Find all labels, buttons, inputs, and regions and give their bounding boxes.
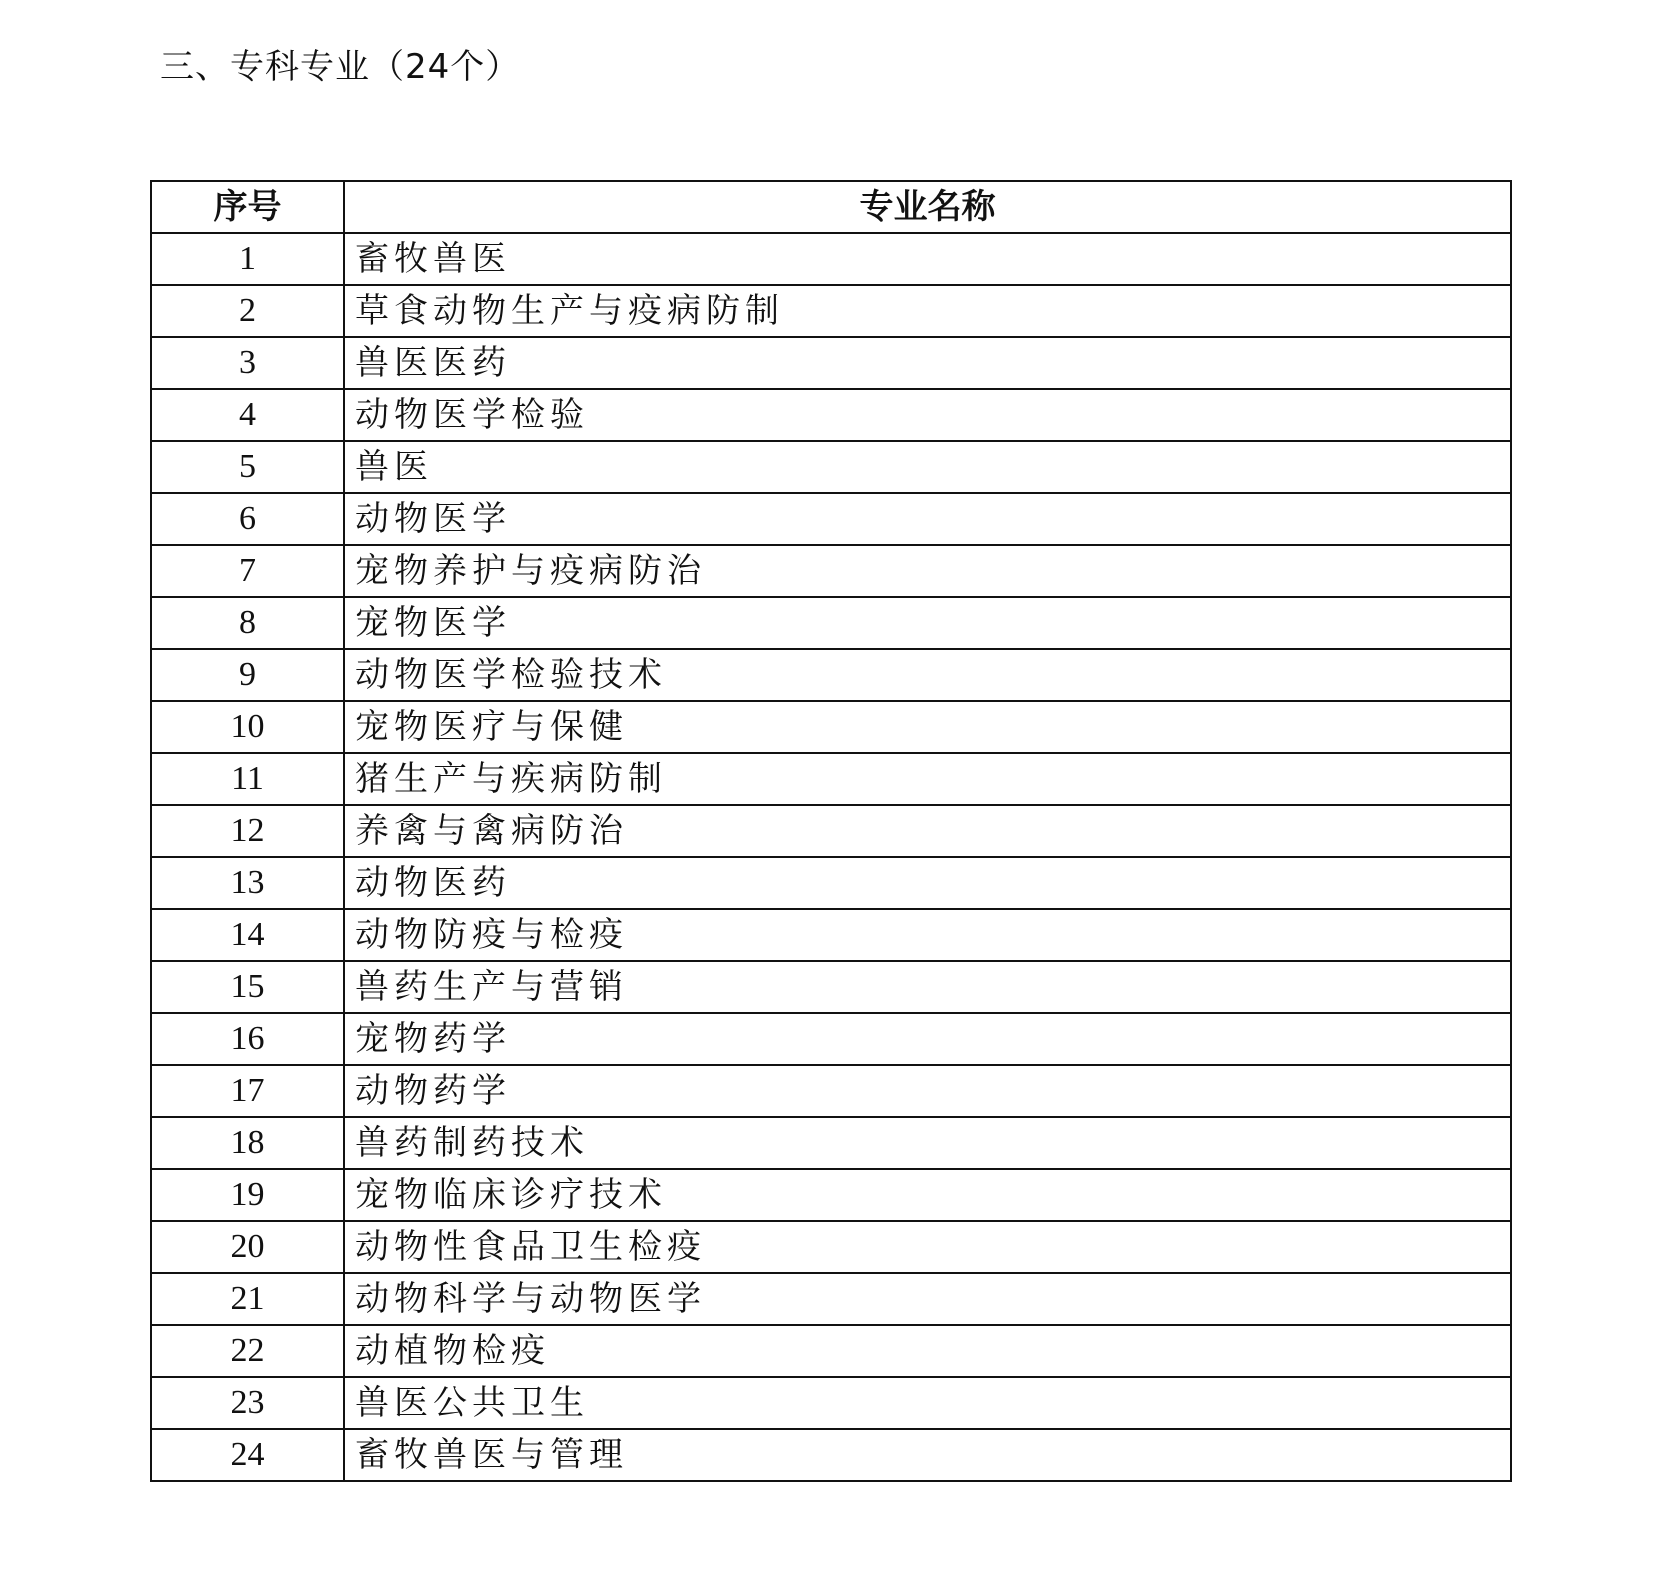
major-name-cell: 宠物养护与疫病防治 [344,545,1511,597]
row-index-cell: 9 [151,649,344,701]
row-index-cell: 19 [151,1169,344,1221]
table-row [151,1013,1511,1065]
page-title: 三、专科专业（24个） [160,47,521,87]
major-name-cell: 动植物检疫 [344,1325,1511,1377]
major-name-cell: 兽药制药技术 [344,1117,1511,1169]
row-index-cell: 14 [151,909,344,961]
row-index-cell: 11 [151,753,344,805]
table-row [151,545,1511,597]
major-name-cell: 宠物临床诊疗技术 [344,1169,1511,1221]
row-index-cell: 23 [151,1377,344,1429]
table-row [151,649,1511,701]
major-name-cell: 兽医 [344,441,1511,493]
row-index-cell: 2 [151,285,344,337]
row-index-cell: 10 [151,701,344,753]
table-row [151,1273,1511,1325]
table-row [151,909,1511,961]
row-index-cell: 4 [151,389,344,441]
table-row [151,1325,1511,1377]
row-index-cell: 12 [151,805,344,857]
row-index-cell: 8 [151,597,344,649]
table-row [151,1221,1511,1273]
table-row [151,389,1511,441]
table-row [151,337,1511,389]
row-index-cell: 17 [151,1065,344,1117]
major-name-cell: 宠物药学 [344,1013,1511,1065]
table-row [151,233,1511,285]
table-row [151,961,1511,1013]
major-name-cell: 动物性食品卫生检疫 [344,1221,1511,1273]
table-row [151,701,1511,753]
table-row [151,441,1511,493]
row-index-cell: 1 [151,233,344,285]
row-index-cell: 22 [151,1325,344,1377]
major-name-cell: 动物药学 [344,1065,1511,1117]
table-row [151,753,1511,805]
table-row [151,805,1511,857]
column-header-name: 专业名称 [344,181,1511,233]
major-name-cell: 畜牧兽医与管理 [344,1429,1511,1481]
major-name-cell: 兽药生产与营销 [344,961,1511,1013]
row-index-cell: 13 [151,857,344,909]
table-body [151,233,1511,1481]
major-name-cell: 养禽与禽病防治 [344,805,1511,857]
column-header-index: 序号 [151,181,344,233]
major-name-cell: 动物医药 [344,857,1511,909]
major-name-cell: 宠物医学 [344,597,1511,649]
major-name-cell: 动物科学与动物医学 [344,1273,1511,1325]
row-index-cell: 18 [151,1117,344,1169]
major-name-cell: 动物医学 [344,493,1511,545]
row-index-cell: 24 [151,1429,344,1481]
row-index-cell: 3 [151,337,344,389]
row-index-cell: 20 [151,1221,344,1273]
major-name-cell: 兽医公共卫生 [344,1377,1511,1429]
major-name-cell: 动物医学检验技术 [344,649,1511,701]
major-name-cell: 动物医学检验 [344,389,1511,441]
row-index-cell: 7 [151,545,344,597]
table-row [151,1117,1511,1169]
major-name-cell: 畜牧兽医 [344,233,1511,285]
table-row [151,1429,1511,1481]
table-row [151,857,1511,909]
major-name-cell: 动物防疫与检疫 [344,909,1511,961]
major-table [150,180,1512,1482]
major-name-cell: 猪生产与疾病防制 [344,753,1511,805]
row-index-cell: 6 [151,493,344,545]
table-row [151,1169,1511,1221]
table-header-row [151,181,1511,233]
table-row [151,285,1511,337]
table-row [151,1377,1511,1429]
table-header [151,181,1511,233]
row-index-cell: 5 [151,441,344,493]
major-name-cell: 宠物医疗与保健 [344,701,1511,753]
major-name-cell: 兽医医药 [344,337,1511,389]
row-index-cell: 21 [151,1273,344,1325]
major-name-cell: 草食动物生产与疫病防制 [344,285,1511,337]
table-row [151,597,1511,649]
row-index-cell: 15 [151,961,344,1013]
table-row [151,493,1511,545]
row-index-cell: 16 [151,1013,344,1065]
table-row [151,1065,1511,1117]
